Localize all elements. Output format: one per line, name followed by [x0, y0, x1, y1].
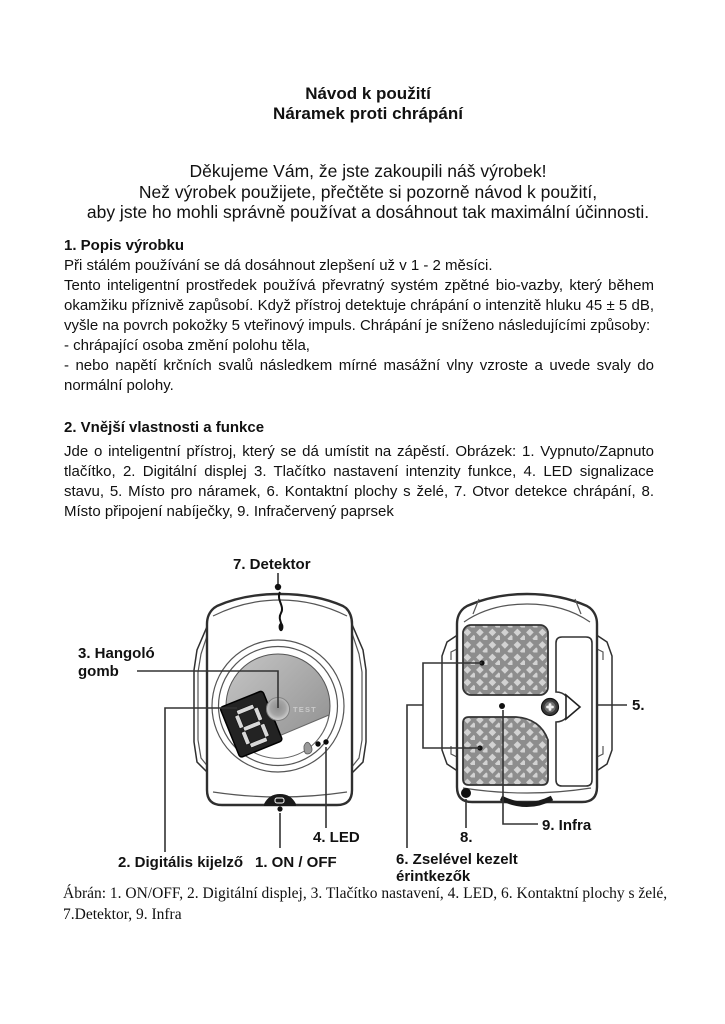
title-line-1: Návod k použití — [305, 84, 431, 103]
detector-dot — [275, 584, 281, 590]
intro-paragraph — [64, 161, 672, 223]
section-1-bullet-2: - nebo napětí krčních svalů následkem mírné masážní vlny vzroste a uvede svaly do normální polohy. — [64, 357, 654, 395]
gel-pad-top — [463, 625, 548, 695]
caption-line-1: Ábrán: 1. ON/OFF, 2. Digitální displej, 3. Tlačítko nastavení, 4. LED, 6. Kontaktní plochy s želé, — [63, 885, 668, 902]
detector-slot-end — [279, 623, 284, 631]
device-front-illustration — [194, 584, 366, 812]
front-right-strap-lug — [351, 622, 366, 774]
label-charge: 8. — [460, 829, 473, 846]
section-1-heading: 1. Popis výrobku — [64, 237, 185, 254]
section-1-paragraph-2: Tento inteligentní prostředek používá převratný systém zpětné bio-vazby, který během okamžiku příznivě zapůsobí. Když přístroj detektuje chrápání o intenzitě hluku 45 ± 5 dB, vyšle na povrch pokožky 5 vteřinový impuls. Chrápání je sníženo následujícími způsoby: — [64, 276, 654, 334]
charge-dot — [461, 788, 471, 798]
label-hangolo-line2: gomb — [78, 663, 119, 680]
screw-cross-v — [549, 703, 552, 711]
label-detektor: 7. Detektor — [233, 556, 311, 573]
label-strap: 5. — [632, 697, 645, 714]
label-kijelzo: 2. Digitális kijelző — [118, 854, 244, 871]
intro-line-1: Děkujeme Vám, že jste zakoupili náš výrobek! — [189, 161, 547, 181]
label-onoff: 1. ON / OFF — [255, 854, 337, 871]
section-1-bullet-1: - chrápající osoba změní polohu těla, — [64, 336, 310, 354]
intro-line-3: aby jste ho mohli správně používat a dosáhnout tak maximální účinnosti. — [86, 202, 650, 223]
device-figure — [0, 540, 725, 890]
intro-line-2: Než výrobek použijete, přečtěte si pozorně návod k použití, — [138, 181, 598, 202]
section-2-paragraph-1: Jde o inteligentní přístroj, který se dá umístit na zápěstí. Obrázek: 1. Vypnuto/Zapnuto tlačítko, 2. Digitální displej 3. Tlačítko nastavení intenzity funkce, 4. LED signalizace stavu, 5. Místo pro náramek, 6. Kontaktní plochy s želé, 7. Otvor detekce chrápání, 8. Místo připojení nabíječky, 9. Infračervený paprsek — [64, 442, 654, 520]
caption-line-2: 7.Detektor, 9. Infra — [63, 906, 182, 923]
label-infra: 9. Infra — [542, 817, 592, 834]
device-back-illustration — [442, 594, 612, 805]
test-button-label: TEST — [293, 705, 317, 714]
title-line-2: Náramek proti chrápání — [273, 103, 463, 123]
section-1 — [64, 236, 654, 396]
section-1-paragraph-1: Při stálém používání se dá dosáhnout zlepšení už v 1 - 2 měsíci. — [64, 256, 493, 274]
label-led: 4. LED — [313, 829, 360, 846]
led-dot-2 — [323, 739, 328, 744]
led-dot-1 — [315, 741, 320, 746]
label-gel-line1: 6. Zselével kezelt — [396, 851, 518, 868]
section-2 — [64, 418, 654, 522]
section-2-heading: 2. Vnější vlastnosti a funkce — [64, 419, 265, 436]
page-title — [64, 84, 672, 123]
onoff-dot — [277, 806, 282, 811]
label-gel-line2: érintkezők — [396, 868, 471, 885]
gel-pad-bottom — [463, 717, 548, 785]
label-hangolo-line1: 3. Hangoló — [78, 645, 155, 662]
figure-caption — [63, 883, 713, 925]
infra-dot — [499, 703, 505, 709]
